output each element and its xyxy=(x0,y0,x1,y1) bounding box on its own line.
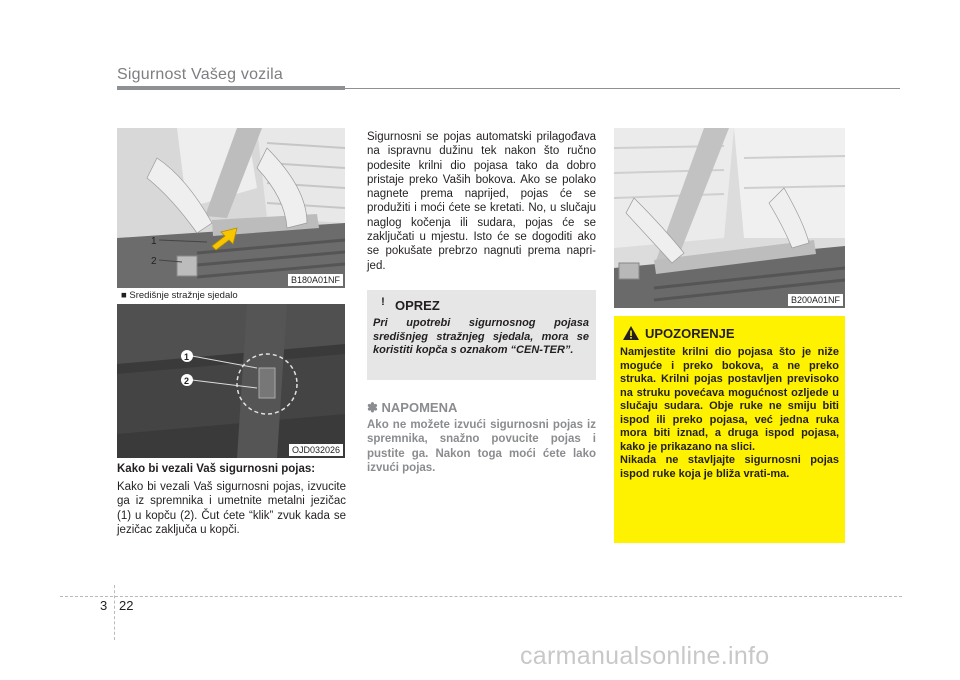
photo-buckling-belt xyxy=(117,128,345,288)
left-body-text xyxy=(117,480,346,537)
middle-body-text xyxy=(367,130,596,273)
photo2-caption: ■ Središnje stražnje sjedalo xyxy=(121,290,238,301)
warning-paragraph-2: Nikada ne stavljajte sigurnosni pojas ispod ruke koja je bliža vrati-ma. xyxy=(620,454,839,480)
photo-center-rear-buckle xyxy=(117,304,345,458)
photo1-callout-1: 1 xyxy=(151,236,157,247)
left-paragraph: Kako bi vezali Vaš sigurnosni pojas, izvucite ga iz spremnika i umetnite metalni jezičac (1) u kopču (2). Čut ćete “klik” zvuk kada se jezičac zaključa u kopči. xyxy=(117,481,346,536)
note-paragraph: Ako ne možete izvući sigurnosni pojas iz spremnika, snažno povucite pojas i pustite ga. Nakon toga moći ćete lako izvući pojas. xyxy=(367,419,596,474)
section-title: Sigurnost Vašeg vozila xyxy=(117,66,283,83)
photo-buckling-illustration xyxy=(117,128,345,288)
photo2-callout-2: 2 xyxy=(184,376,190,386)
caution-icon: ! xyxy=(381,296,385,308)
warning-paragraph-1: Namjestite krilni dio pojasa što je niže moguće i preko bokova, a ne preko struka. Krilni pojas postavljen previsoko na struku povećava mogućnost ozljede u slučaju sudara. Obje ruke ne smiju biti ispod ili preko pojasa, već jedna ruka mora biti iznad, a druga ispod pojasa, kako je prikazano na slici. xyxy=(620,346,839,453)
middle-paragraph: Sigurnosni se pojas automatski prilagođava na ispravnu dužinu tek nakon što ručno podesite krilni dio pojasa tako da dobro pristaje preko Vaših bokova. Ako se polako nagnete prema naprijed, pojas će se produžiti i moći ćete se kretati. No, u slučaju naglog kočenja ili sudara, pojas će se zaključati u mjestu. Isto će se dogoditi ako se pokušate prebrzo nagnuti prema napri-jed. xyxy=(367,131,596,272)
caution-body: Pri upotrebi sigurnosnog pojasa središnjeg stražnjeg sjedala, mora se koristiti kopča s oznakom “CEN-TER”. xyxy=(373,317,589,356)
photo-center-buckle-illustration xyxy=(117,304,345,458)
photo1-code: B180A01NF xyxy=(288,274,343,286)
footer-divider xyxy=(114,585,115,640)
note-title: ✽ NAPOMENA xyxy=(367,400,458,415)
header-rule xyxy=(345,88,900,89)
photo1-callout-2: 2 xyxy=(151,256,157,267)
left-heading: Kako bi vezali Vaš sigurnosni pojas: xyxy=(117,463,316,475)
warning-title: UPOZORENJE xyxy=(645,326,735,341)
footer-rule xyxy=(60,596,902,597)
warning-triangle-icon xyxy=(622,325,640,341)
caution-title: OPREZ xyxy=(395,298,440,313)
photo-lap-belt-illustration xyxy=(614,128,845,308)
page-number: 22 xyxy=(119,598,134,613)
watermark: carmanualsonline.info xyxy=(520,642,770,670)
note-body-text xyxy=(367,418,596,475)
photo2-code: OJD032026 xyxy=(289,444,343,456)
photo3-code: B200A01NF xyxy=(788,294,843,306)
photo2-callout-1: 1 xyxy=(184,352,190,362)
chapter-number: 3 xyxy=(100,598,108,613)
header-rule-accent xyxy=(117,86,345,90)
photo-lap-belt-position xyxy=(614,128,845,308)
warning-body xyxy=(620,346,839,481)
